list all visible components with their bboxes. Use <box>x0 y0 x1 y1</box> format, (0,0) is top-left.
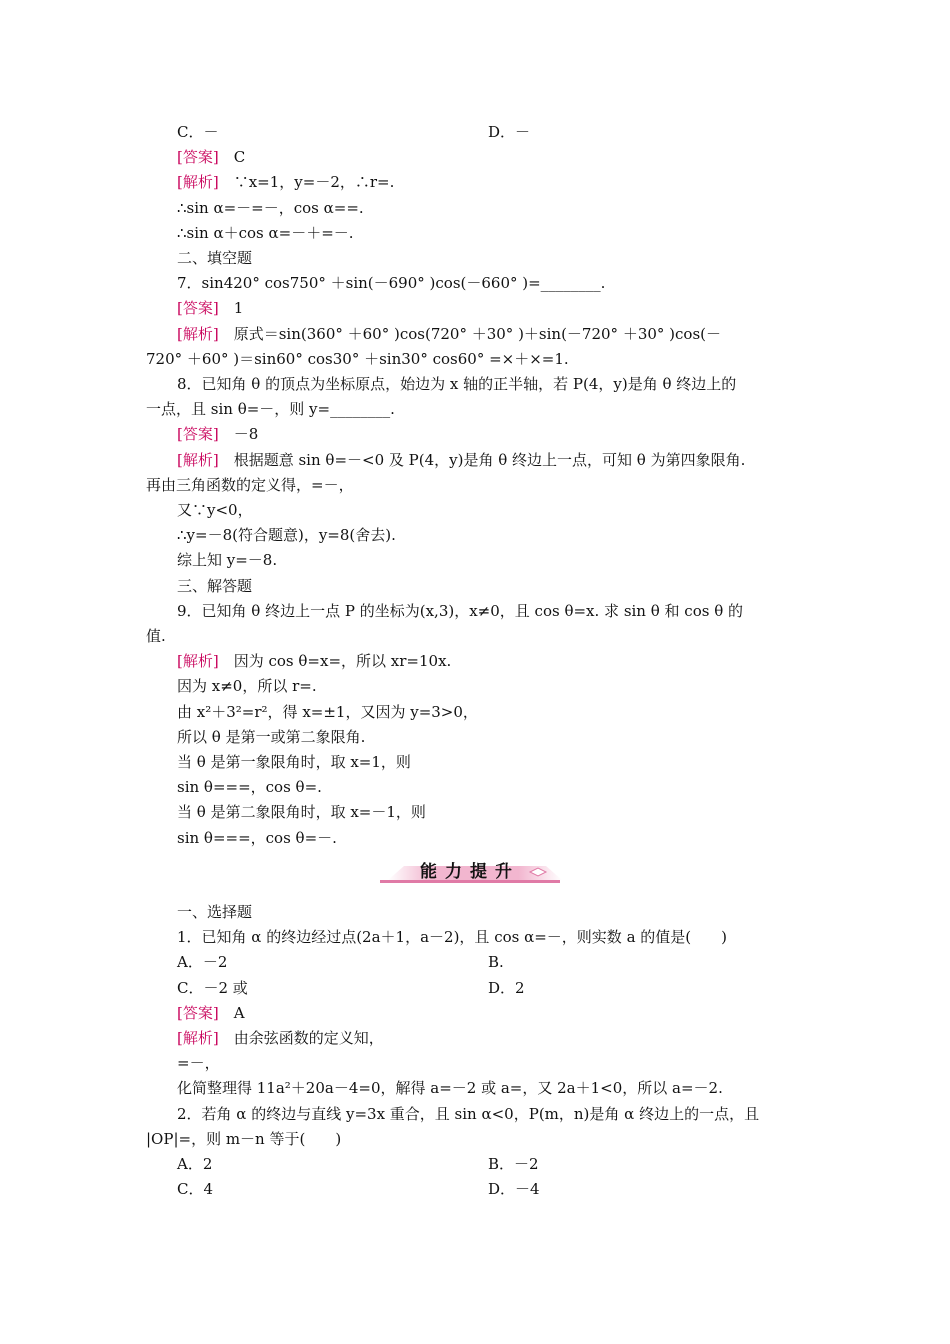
text-line <box>177 298 243 318</box>
line-text: A <box>218 1003 245 1022</box>
line-text: 一、选择题 <box>177 903 253 921</box>
text-line <box>177 601 743 621</box>
line-text: 化简整理得 11a²＋20a－4=0，解得 a=－2 或 a=，又 2a＋1<0，所以 a=－2. <box>177 1079 723 1098</box>
text-line <box>177 198 364 218</box>
option-right: B．－2 <box>488 1155 539 1173</box>
line-text: 二、填空题 <box>177 249 253 267</box>
text-line <box>146 626 166 646</box>
text-line <box>146 475 354 495</box>
line-text: 因为 x≠0，所以 r=. <box>177 677 317 696</box>
line-text: ∵x=1，y=－2，∴r=. <box>218 173 395 192</box>
text-line <box>177 374 736 394</box>
text-line <box>177 1104 759 1124</box>
text-line <box>177 1003 245 1023</box>
line-text: 1．已知角 α 的终边经过点(2a＋1，a－2)，且 cos α=－，则实数 a 的值是( ) <box>177 928 727 947</box>
option-right: B. <box>488 953 504 972</box>
line-text: 1 <box>218 299 244 318</box>
line-text: sin θ===，cos θ=. <box>177 778 322 797</box>
answer-tag: [答案] <box>177 148 219 167</box>
text-line <box>177 450 745 470</box>
text-line <box>177 702 478 722</box>
text-line <box>177 952 227 972</box>
answer-tag: [解析] <box>177 652 219 671</box>
line-text: 原式＝sin(360° ＋60° )cos(720° ＋30° )＋sin(－720° ＋30° )cos(－ <box>218 324 722 343</box>
text-line <box>177 902 252 922</box>
text-line <box>177 1078 723 1098</box>
text-line <box>177 1179 213 1199</box>
text-line <box>177 550 277 570</box>
option-right: D．－ <box>488 123 531 141</box>
text-line <box>146 1129 341 1149</box>
text-line <box>177 424 258 444</box>
line-text: C．－ <box>177 123 219 141</box>
line-text: 又∵y<0， <box>177 501 253 519</box>
line-text: 8．已知角 θ 的顶点为坐标原点，始边为 x 轴的正半轴，若 P(4，y)是角 θ 终边上的 <box>177 375 737 393</box>
line-text: ∴sin α=－=－，cos α==. <box>177 198 364 217</box>
line-text: 9．已知角 θ 终边上一点 P 的坐标为(x,3)，x≠0，且 cos θ=x. 求 sin θ 和 cos θ 的 <box>177 601 744 620</box>
text-line <box>177 978 248 998</box>
line-text: 由 x²＋3²=r²，得 x=±1，又因为 y=3>0， <box>177 702 478 721</box>
text-line <box>177 324 721 344</box>
line-text: ∴y=－8(符合题意)，y=8(舍去). <box>177 526 396 545</box>
text-line <box>177 777 322 797</box>
text-line <box>177 828 337 848</box>
line-text: C．－2 或 <box>177 978 248 997</box>
line-text: A．－2 <box>177 953 228 972</box>
answer-tag: [解析] <box>177 173 219 192</box>
line-text: 因为 cos θ=x=，所以 xr=10x. <box>218 652 452 671</box>
text-line <box>177 500 253 520</box>
line-text: |OP|=，则 m－n 等于( ) <box>146 1129 342 1148</box>
option-right: D．－4 <box>488 1180 540 1199</box>
line-text: 由余弦函数的定义知， <box>218 1029 384 1047</box>
line-text: 一点，且 sin θ=－，则 y=________. <box>146 400 395 419</box>
answer-tag: [解析] <box>177 450 219 469</box>
line-text: 7．sin420° cos750° ＋sin(－690° )cos(－660° )=________. <box>177 274 606 293</box>
section-banner <box>370 860 570 888</box>
text-line <box>177 147 245 167</box>
line-text: 根据题意 sin θ=－<0 及 P(4，y)是角 θ 终边上一点，可知 θ 为第四象限角. <box>218 450 746 469</box>
text-line <box>177 223 354 243</box>
text-line <box>177 248 252 268</box>
line-text: 当 θ 是第一象限角时，取 x=1，则 <box>177 753 411 771</box>
text-line <box>177 927 727 947</box>
answer-tag: [解析] <box>177 324 219 343</box>
line-text: A．2 <box>177 1155 213 1173</box>
text-line <box>177 1053 220 1073</box>
text-line <box>146 349 569 369</box>
text-line <box>177 1028 384 1048</box>
answer-tag: [答案] <box>177 1003 219 1022</box>
text-line <box>177 802 426 822</box>
line-text: －8 <box>218 425 259 444</box>
section-title: 能力提升 <box>420 862 520 882</box>
line-text: C <box>218 148 246 167</box>
text-line <box>177 676 317 696</box>
text-line <box>177 525 396 545</box>
line-text: 再由三角函数的定义得，=－， <box>146 475 354 494</box>
text-line <box>177 172 394 192</box>
line-text: ∴sin α＋cos α=－＋=－. <box>177 223 354 242</box>
line-text: C．4 <box>177 1180 214 1199</box>
line-text: 720° ＋60° )＝sin60° cos30° ＋sin30° cos60° =×＋×=1. <box>146 349 569 368</box>
line-text: 2．若角 α 的终边与直线 y=3x 重合，且 sin α<0，P(m，n)是角 α 终边上的一点，且 <box>177 1104 760 1123</box>
line-text: 综上知 y=－8. <box>177 551 278 570</box>
line-text: 当 θ 是第二象限角时，取 x=－1，则 <box>177 803 426 822</box>
line-text: =－， <box>177 1054 220 1073</box>
answer-tag: [答案] <box>177 425 219 444</box>
answer-tag: [答案] <box>177 299 219 318</box>
text-line <box>177 752 411 772</box>
text-line <box>177 727 365 747</box>
line-text: 值. <box>146 627 166 645</box>
text-line <box>177 1154 212 1174</box>
text-line <box>146 399 395 419</box>
line-text: 所以 θ 是第一或第二象限角. <box>177 727 366 746</box>
line-text: 三、解答题 <box>177 576 253 595</box>
option-right: D．2 <box>488 978 525 997</box>
line-text: sin θ===，cos θ=－. <box>177 828 337 847</box>
text-line <box>177 651 451 671</box>
text-line <box>177 576 252 596</box>
answer-tag: [解析] <box>177 1029 219 1047</box>
text-line <box>177 273 605 293</box>
text-line <box>177 122 218 142</box>
